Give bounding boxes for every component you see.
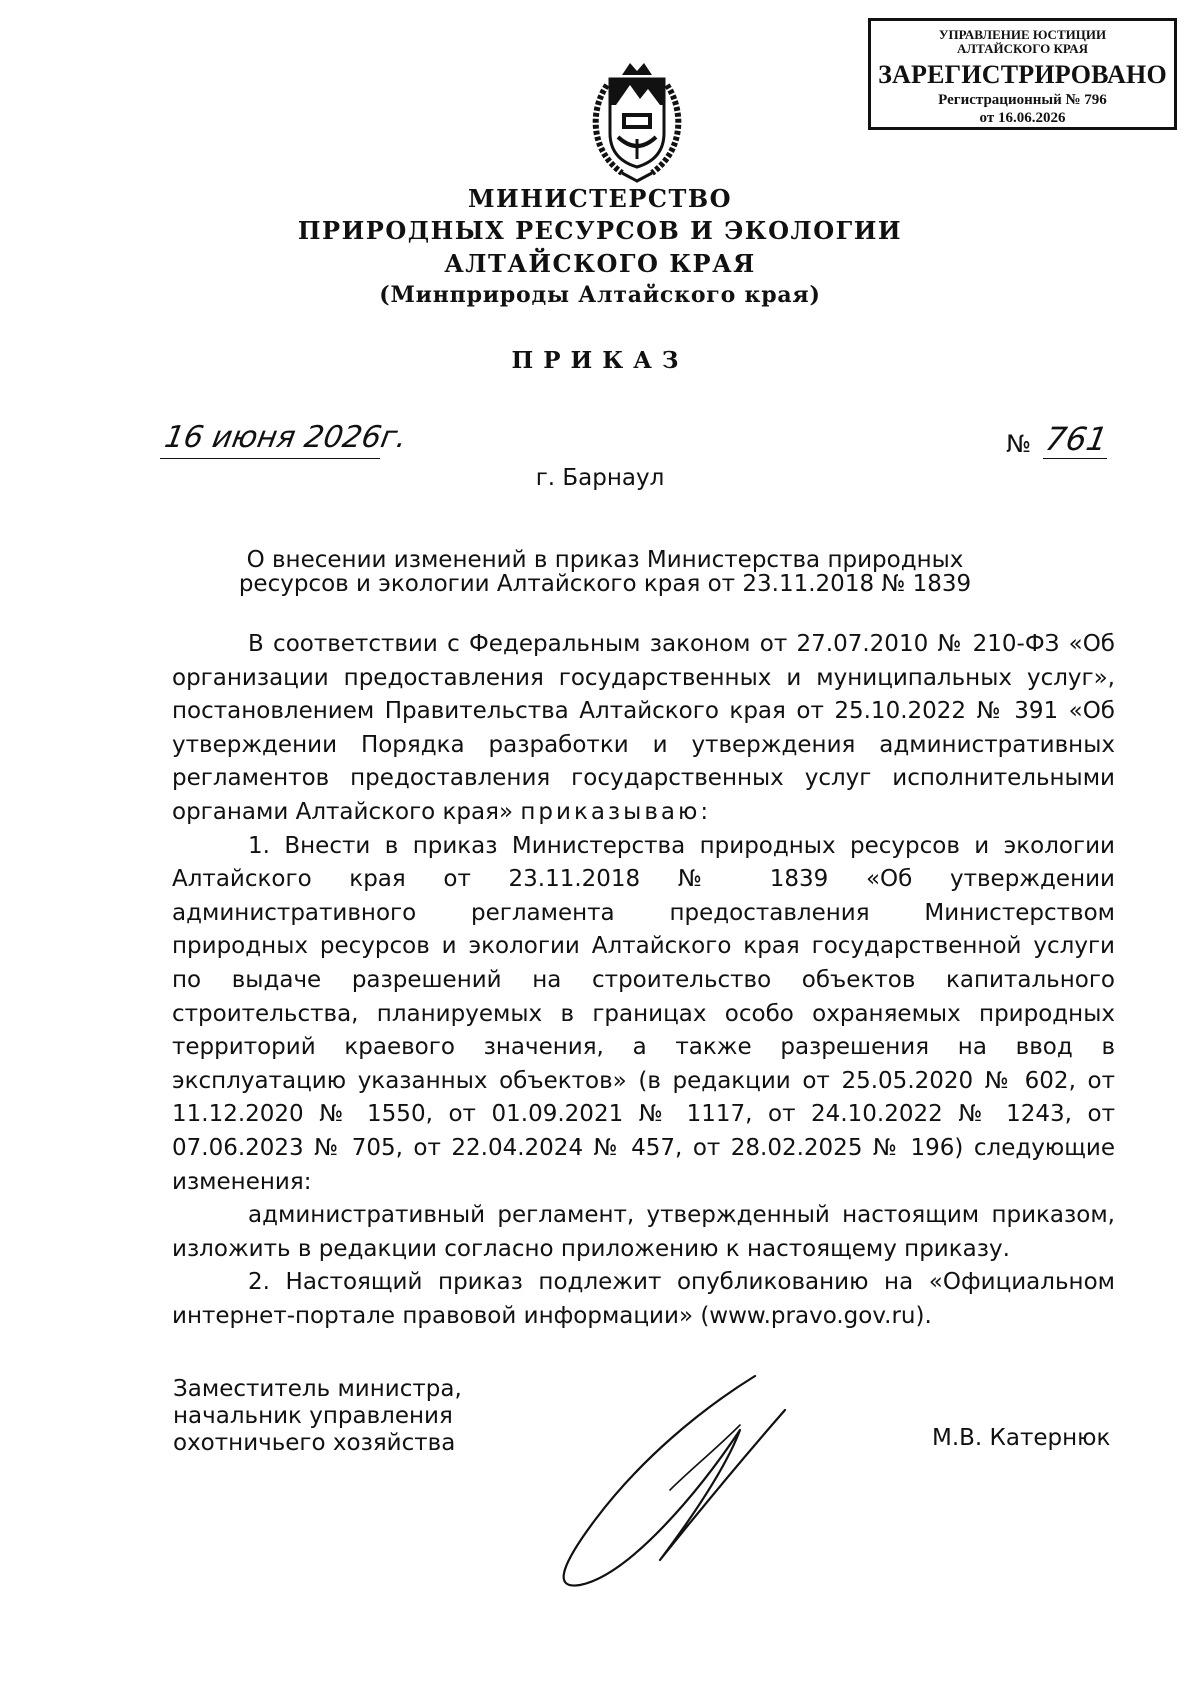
handwritten-date: 16 июня 2026г. bbox=[161, 420, 410, 455]
order-word: приказываю: bbox=[520, 798, 712, 825]
registration-stamp bbox=[868, 18, 1177, 130]
signatory-name: М.В. Катернюк bbox=[932, 1425, 1111, 1451]
ministry-title-line-2: ПРИРОДНЫХ РЕСУРСОВ И ЭКОЛОГИИ bbox=[297, 216, 903, 245]
number-label: № bbox=[1006, 430, 1031, 458]
stamp-status: ЗАРЕГИСТРИРОВАНО bbox=[878, 60, 1167, 89]
city: г. Барнаул bbox=[535, 465, 665, 491]
document-type: ПРИКАЗ bbox=[511, 347, 689, 374]
document-body bbox=[172, 628, 1115, 1333]
body-paragraph-3: административный регламент, утвержденный настоящим приказом, изложить в редакции согласно приложению к настоящему приказу. bbox=[172, 1202, 1115, 1262]
date-underline bbox=[160, 458, 380, 459]
body-paragraph-1-text: В соответствии с Федеральным законом от 27.07.2010 № 210-ФЗ «Об организации предоставления государственных и муниципальных услуг», постановлением Правительства Алтайского края от 25.10.2022 № 391 «Об утверждении Порядка разработки и утверждения административных регламентов предоставления государственных услуг исполнительными органами Алтайского края» bbox=[172, 631, 1115, 825]
ministry-short-name: (Минприроды Алтайского края) bbox=[379, 282, 821, 308]
document-title: О внесении изменений в приказ Министерства природных ресурсов и экологии Алтайского края от 23.11.2018 № 1839 bbox=[238, 547, 972, 597]
ministry-title-line-1: МИНИСТЕРСТВО bbox=[467, 184, 733, 213]
handwritten-signature bbox=[540, 1370, 800, 1600]
stamp-line-2: АЛТАЙСКОГО КРАЯ bbox=[957, 41, 1088, 56]
stamp-reg-number: Регистрационный № 796 bbox=[938, 92, 1107, 108]
signatory-position-line-1: Заместитель министра, bbox=[173, 1376, 462, 1402]
signatory-position-line-3: охотничьего хозяйства bbox=[173, 1430, 456, 1456]
body-paragraph-1 bbox=[172, 628, 1115, 830]
number-underline bbox=[1043, 458, 1107, 459]
signatory-position-line-2: начальник управления bbox=[173, 1403, 453, 1429]
signatory-position bbox=[173, 1376, 462, 1457]
stamp-line-1: УПРАВЛЕНИЕ ЮСТИЦИИ bbox=[938, 27, 1107, 42]
body-paragraph-4: 2. Настоящий приказ подлежит опубликованию на «Официальном интернет-портале правовой информации» (www.pravo.gov.ru). bbox=[172, 1269, 1115, 1329]
stamp-reg-date: от 16.06.2026 bbox=[979, 110, 1066, 126]
body-paragraph-2: 1. Внести в приказ Министерства природных ресурсов и экологии Алтайского края от 23.11.2018 № 1839 «Об утверждении административного регламента предоставления Министерством природных ресурсов и экологии Алтайского края государственной услуги по выдаче разрешений на строительство объектов капитального строительства, планируемых в границах особо охраняемых природных территорий краевого значения, а также разрешения на ввод в эксплуатацию указанных объектов» (в редакции от 25.05.2020 № 602, от 11.12.2020 № 1550, от 01.09.2021 № 1117, от 24.10.2022 № 1243, от 07.06.2023 № 705, от 22.04.2024 № 457, от 28.02.2025 № 196) следующие изменения: bbox=[172, 832, 1115, 1195]
handwritten-number: 761 bbox=[1042, 420, 1111, 458]
ministry-title-line-3: АЛТАЙСКОГО КРАЯ bbox=[444, 249, 756, 278]
coat-of-arms-emblem bbox=[582, 55, 692, 185]
